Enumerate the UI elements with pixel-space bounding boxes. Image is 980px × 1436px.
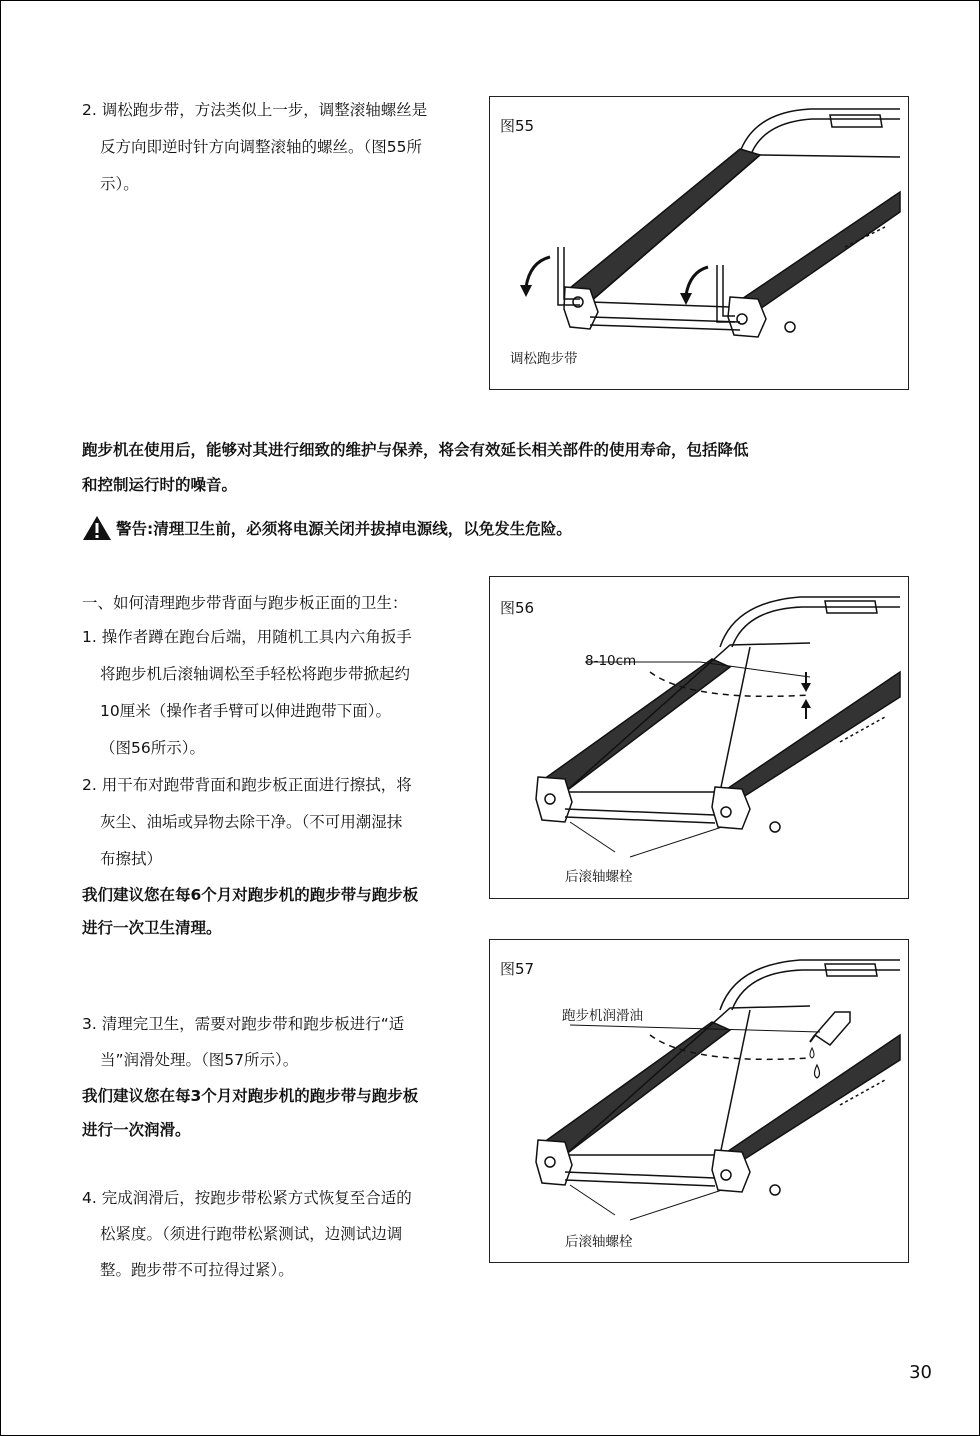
step3-line1: 3. 清理完卫生，需要对跑步带和跑步板进行“适 (82, 1015, 405, 1033)
step2-clean-line3: 布擦拭） (100, 850, 163, 868)
figure-57-caption: 后滚轴螺栓 (565, 1234, 633, 1250)
lubricant-label: 跑步机润滑油 (562, 1008, 643, 1024)
step2-line2: 反方向即逆时针方向调整滚轴的螺丝。（图55所 (100, 138, 422, 156)
figure-55 (489, 96, 909, 390)
figure-56 (489, 576, 909, 899)
dimension-label: 8-10cm (585, 653, 637, 669)
treadmill-lift-belt-illustration (490, 577, 908, 898)
step3-line2: 当”润滑处理。（图57所示）。 (100, 1051, 299, 1069)
step2-line3: 示）。 (100, 175, 139, 193)
recommend-clean-line2: 进行一次卫生清理。 (82, 919, 222, 937)
step1-line1: 1. 操作者蹲在跑台后端，用随机工具内六角扳手 (82, 628, 412, 646)
step4-line1: 4. 完成润滑后，按跑步带松紧方式恢复至合适的 (82, 1189, 412, 1207)
treadmill-loosen-illustration (490, 97, 908, 389)
step1-line3: 10厘米（操作者手臂可以伸进跑带下面）。 (100, 702, 391, 720)
step2-line1: 2. 调松跑步带，方法类似上一步，调整滚轴螺丝是 (82, 101, 428, 119)
cleaning-heading: 一、如何清理跑步带背面与跑步板正面的卫生： (82, 594, 408, 612)
recommend-clean-line1: 我们建议您在每6个月对跑步机的跑步带与跑步板 (82, 886, 419, 904)
figure-55-caption: 调松跑步带 (510, 351, 578, 367)
intro-line1: 跑步机在使用后，能够对其进行细致的维护与保养，将会有效延长相关部件的使用寿命，包括降低 (82, 441, 749, 459)
figure-57-label: 图57 (500, 960, 535, 978)
step4-line3: 整。跑步带不可拉得过紧）。 (100, 1261, 294, 1279)
step1-line2: 将跑步机后滚轴调松至手轻松将跑步带掀起约 (100, 665, 411, 683)
step2-clean-line2: 灰尘、油垢或异物去除干净。（不可用潮湿抹 (100, 813, 403, 831)
warning-triangle-icon (82, 515, 112, 541)
figure-56-caption: 后滚轴螺栓 (565, 869, 633, 885)
figure-55-label: 图55 (500, 117, 535, 135)
warning-text: 警告:清理卫生前，必须将电源关闭并拔掉电源线，以免发生危险。 (116, 520, 572, 538)
recommend-lube-line2: 进行一次润滑。 (82, 1121, 191, 1139)
figure-57 (489, 939, 909, 1263)
treadmill-lubricate-illustration (490, 940, 908, 1262)
page-number: 30 (909, 1362, 932, 1383)
intro-line2: 和控制运行时的噪音。 (82, 476, 238, 494)
step2-clean-line1: 2. 用干布对跑带背面和跑步板正面进行擦拭，将 (82, 776, 412, 794)
recommend-lube-line1: 我们建议您在每3个月对跑步机的跑步带与跑步板 (82, 1087, 419, 1105)
step1-line4: （图56所示）。 (100, 739, 205, 757)
figure-56-label: 图56 (500, 599, 535, 617)
step4-line2: 松紧度。（须进行跑带松紧测试，边测试边调 (100, 1225, 403, 1243)
warning-notice (82, 515, 572, 541)
